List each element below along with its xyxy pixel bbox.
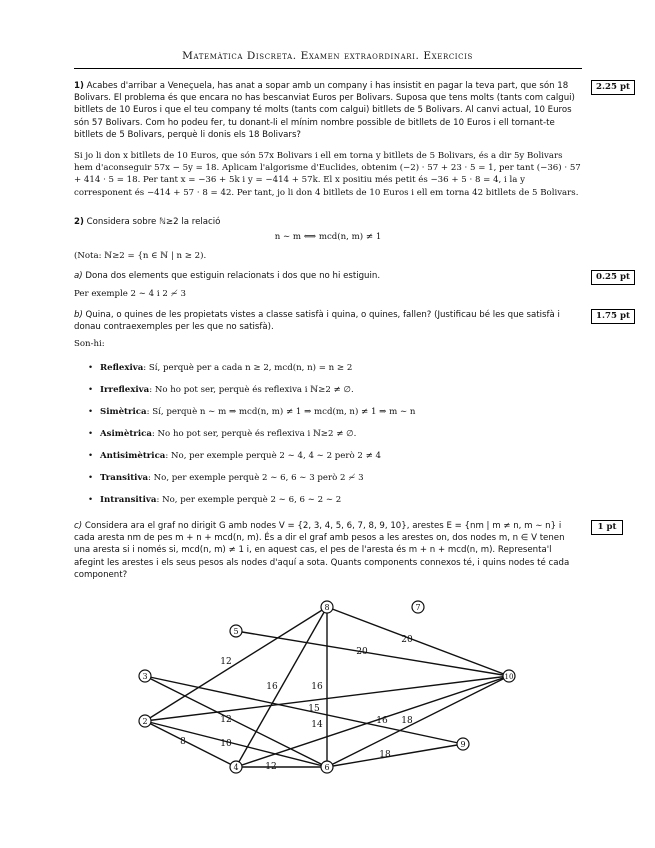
- graph-node-label-5: 5: [233, 627, 239, 636]
- q2-note: (Nota: ℕ≥2 = {n ∈ ℕ | n ≥ 2).: [74, 251, 207, 261]
- q2a-answer: Per exemple 2 ∼ 4 i 2 ≁ 3: [74, 289, 186, 299]
- graph-node-label-7: 7: [415, 603, 421, 612]
- property-name: Antisimètrica: [100, 451, 166, 461]
- q2a-points: 0.25 pt: [591, 270, 635, 285]
- property-text: : No, per exemple perquè 2 ∼ 4, 4 ∼ 2 però 2 ≠ 4: [165, 451, 381, 461]
- graph-node-label-10: 10: [504, 673, 514, 681]
- edge-weight-3-6: 12: [220, 715, 232, 725]
- property-name: Simètrica: [100, 407, 147, 417]
- property-text: : Sí, perquè per a cada n ≥ 2, mcd(n, n) = n ≥ 2: [143, 363, 353, 373]
- graph-node-label-4: 4: [233, 763, 239, 772]
- edge-weight-3-9: 15: [308, 704, 320, 714]
- edge-weight-6-8: 16: [311, 682, 323, 692]
- q2-relation: n ∼ m ⟺ mcd(n, m) ≠ 1: [274, 232, 382, 242]
- property-name: Intransitiva: [100, 495, 157, 505]
- edge-weight-2-8: 12: [220, 657, 232, 667]
- graph-edge-3-6: [145, 676, 327, 767]
- edge-weight-4-6: 12: [265, 762, 277, 772]
- graph-node-label-2: 2: [142, 717, 148, 726]
- q2c-text: Considera ara el graf no dirigit G amb nodes V = {2, 3, 4, 5, 6, 7, 8, 9, 10}, arestes E = {nm | m ≠ n, m ∼ n} i cada aresta nm de pes m + n + mcd(n, m). És a dir el graf amb pesos a les arestes on, dos nodes m, n ∈ V tenen una aresta si i només si, mcd(n, m) ≠ 1 i, en aquest cas, el pes de l'aresta és m + n + mcd(n, m). Representa'l afegint les arestes i els seus pesos als nodes d'aquí a sota. Quants components connexos té, i quins nodes té cada component?: [74, 521, 570, 580]
- edge-weight-2-6: 10: [220, 739, 232, 749]
- edge-weight-4-10: 16: [376, 716, 388, 726]
- q2b-text: Quina, o quines de les propietats vistes a classe satisfà i quina, o quines, fallen? (Justificau bé les que satisfà i donau contraexemples per les que no satisfà).: [74, 310, 560, 333]
- edge-layer: [145, 607, 509, 767]
- graph-edge-8-10: [327, 607, 509, 676]
- property-text: : No, per exemple perquè 2 ∼ 6, 6 ∼ 3 però 2 ≁ 3: [148, 473, 364, 483]
- graph-node-label-8: 8: [324, 603, 330, 612]
- q2c-points: 1 pt: [591, 520, 623, 535]
- q2b-lead: Son-hi:: [74, 339, 105, 349]
- property-text: : No ho pot ser, perquè és reflexiva i ℕ≥2 ≠ ∅.: [151, 429, 357, 439]
- q1-text: Acabes d'arribar a Veneçuela, has anat a sopar amb un company i has insistit en pagar la teva part, que són 18 Bolivars. El problema és que encara no has bescanviat Euros per Bolivars. Suposa que tens molts (tants com calgui) bitllets de 10 Euros i que el teu company té molts (tants com calgui) bitllets de 5 Bolivars. Al canvi actual, 10 Euros són 57 Bolivars. Com ho podeu fer, tu donant-li el mínim nombre possible de bitllets de 10 Euros i ell tornant-te bitllets de 5 Bolivars, perquè li donis els 18 Bolivars?: [74, 81, 575, 140]
- property-name: Transitiva: [100, 473, 149, 483]
- graph-edge-6-9: [327, 744, 463, 767]
- q1-number: 1): [74, 81, 84, 91]
- q2b-label: b): [74, 310, 83, 320]
- edge-weight-5-10: 20: [356, 647, 368, 657]
- q2-number: 2): [74, 217, 84, 227]
- edge-weight-6-10: 18: [401, 716, 413, 726]
- q2a-text: Dona dos elements que estiguin relacionats i dos que no hi estiguin.: [85, 271, 381, 281]
- q2a-label: a): [74, 271, 83, 281]
- graph-edge-6-10: [327, 676, 509, 767]
- q2c-label: c): [74, 521, 83, 531]
- graph-edge-2-6: [145, 721, 327, 767]
- edge-weight-2-10: 14: [311, 720, 323, 730]
- edge-weight-8-10: 20: [401, 635, 413, 645]
- property-text: : Sí, perquè n ∼ m ⇒ mcd(n, m) ≠ 1 ⇒ mcd(m, n) ≠ 1 ⇒ m ∼ n: [146, 407, 416, 417]
- graph-node-label-3: 3: [142, 672, 148, 681]
- property-text: : No, per exemple perquè 2 ∼ 6, 6 ∼ 2 ∼ 2: [156, 495, 342, 505]
- page-header: Matemàtica Discreta. Examen extraordinari. Exercicis: [182, 50, 473, 62]
- q2b-points: 1.75 pt: [591, 309, 635, 324]
- edge-weight-6-9: 18: [379, 750, 391, 760]
- property-name: Asimètrica: [100, 429, 152, 439]
- edge-weight-4-8: 16: [266, 682, 278, 692]
- graph-node-label-9: 9: [460, 740, 466, 749]
- q1-answer: Si jo li don x bitllets de 10 Euros, que són 57x Bolivars i ell em torna y bitllets de 5 Bolivars, és a dir 5y Bolivars hem d'aconseguir 57x − 5y = 18. Aplicam l'algorisme d'Euclides, obtenim (−2) · 57 + 23 · 5 = 1, per tant (−36) · 57 + 414 · 5 = 18. Per tant x = −36 + 5k i y = −414 + 57k. El x positiu més petit és −36 + 5 · 8 = 4, i la y corresponent és −414 + 57 · 8 = 42. Per tant, jo li don 4 bitllets de 10 Euros i ell em torna 42 bitllets de 5 Bolivars.: [74, 151, 581, 198]
- property-name: Reflexiva: [100, 363, 144, 373]
- q1-points: 2.25 pt: [591, 80, 635, 95]
- graph-edge-2-8: [145, 607, 327, 721]
- graph-node-label-6: 6: [324, 763, 330, 772]
- q2-intro-text: Considera sobre ℕ≥2 la relació: [86, 217, 221, 227]
- graph-edge-5-10: [236, 631, 509, 676]
- property-text: : No ho pot ser, perquè és reflexiva i ℕ≥2 ≠ ∅.: [149, 385, 354, 395]
- graph-edge-3-9: [145, 676, 463, 744]
- property-name: Irreflexiva: [100, 385, 150, 395]
- edge-weight-2-4: 8: [180, 737, 186, 747]
